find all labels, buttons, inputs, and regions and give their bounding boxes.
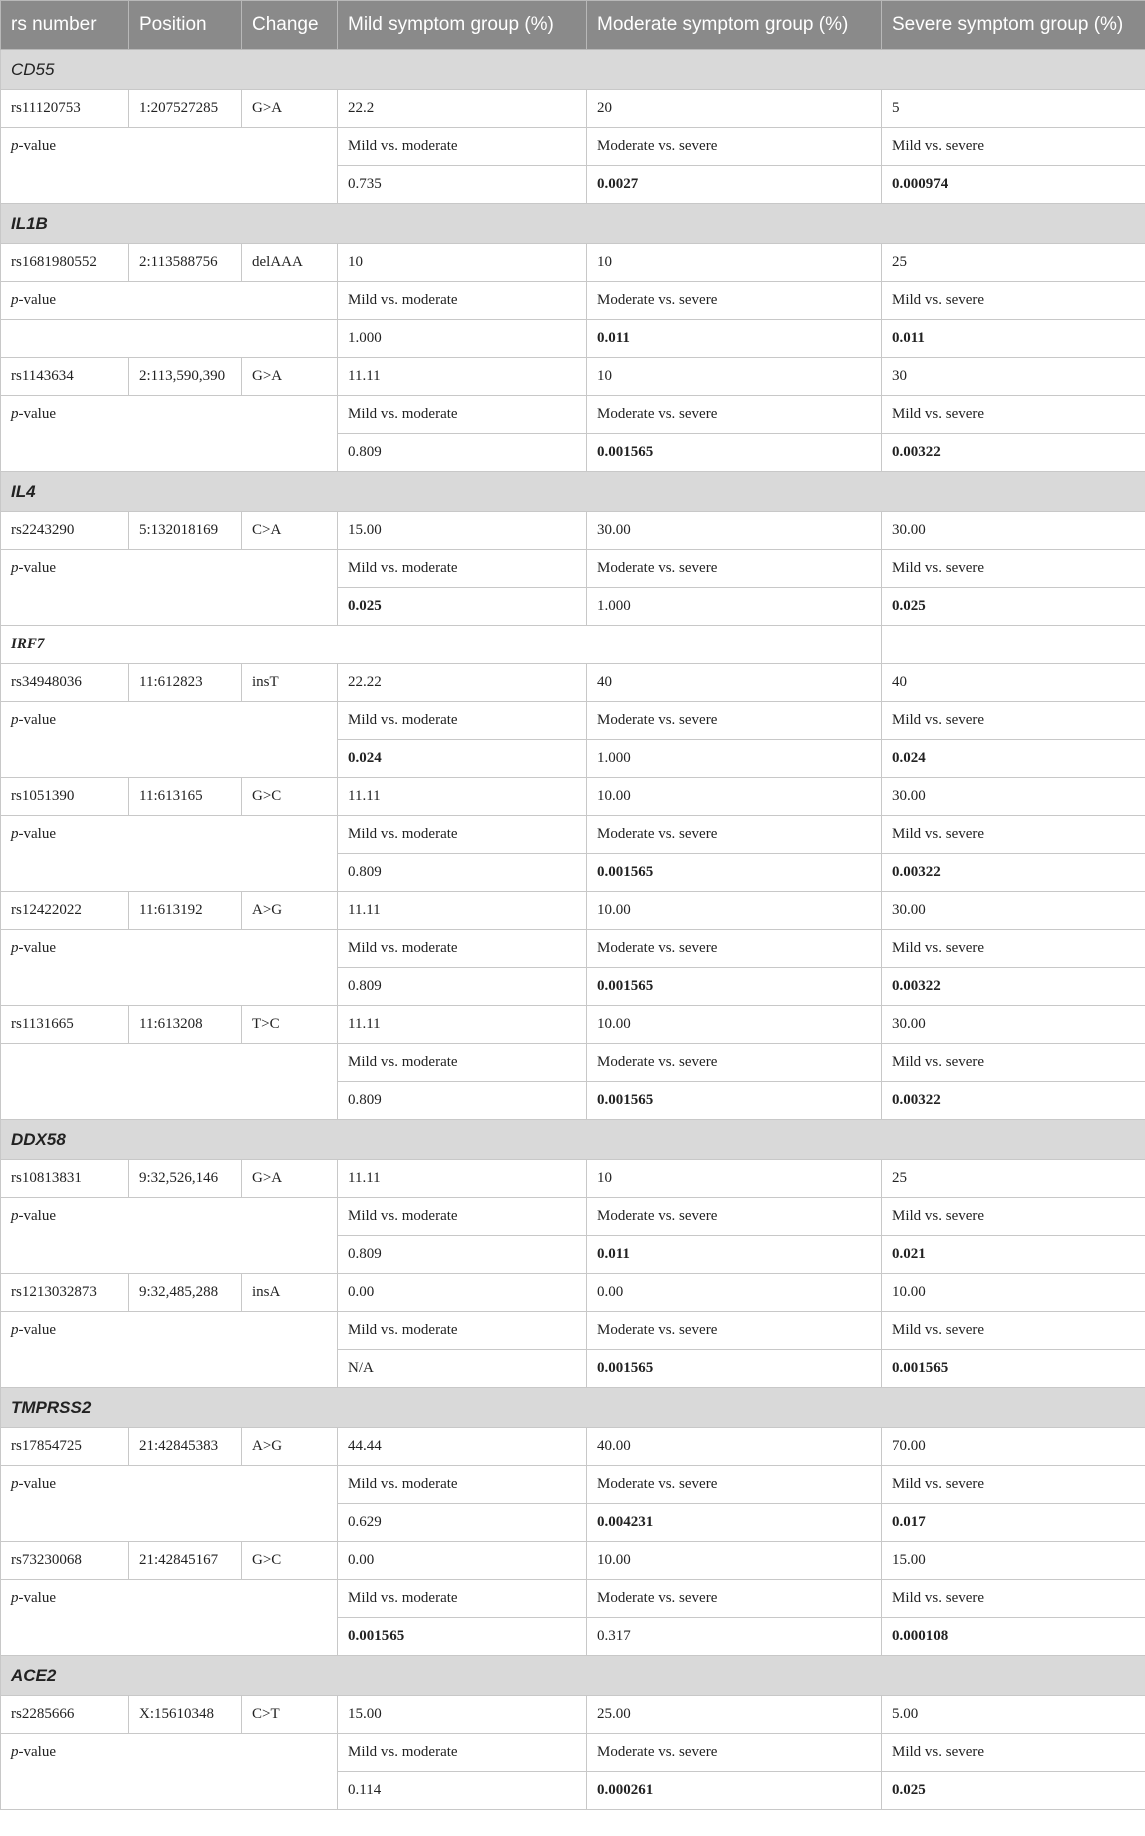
gene-name: TMPRSS2 [1, 1388, 1145, 1428]
severe-value: 25 [882, 1160, 1145, 1198]
comparison-row [1, 1198, 1145, 1236]
gene-row-il1b [1, 204, 1145, 244]
rs-number: rs12422022 [1, 892, 129, 930]
p-mild-vs-moderate: 0.809 [338, 434, 587, 472]
mild-value: 11.11 [338, 358, 587, 396]
gene-row-ace2 [1, 1656, 1145, 1696]
p-value-label: p-value [1, 1466, 338, 1542]
p-value-label: p-value [1, 128, 338, 204]
snp-row [1, 1542, 1145, 1580]
mild-value: 15.00 [338, 512, 587, 550]
snp-row [1, 1274, 1145, 1312]
severe-value: 5 [882, 90, 1145, 128]
gene-name: IL1B [1, 204, 1145, 244]
snp-row [1, 512, 1145, 550]
severe-value: 30.00 [882, 778, 1145, 816]
position: 21:42845383 [129, 1428, 242, 1466]
empty-cell [1, 320, 338, 358]
gene-name: CD55 [1, 50, 1145, 90]
p-moderate-vs-severe: 0.001565 [587, 1082, 882, 1120]
change: A>G [242, 1428, 338, 1466]
severe-value: 30.00 [882, 892, 1145, 930]
p-value-label: p-value [1, 1198, 338, 1274]
moderate-vs-severe-label: Moderate vs. severe [587, 396, 882, 434]
p-moderate-vs-severe: 0.011 [587, 1236, 882, 1274]
snp-row [1, 1160, 1145, 1198]
mild-vs-moderate-label: Mild vs. moderate [338, 282, 587, 320]
mild-value: 0.00 [338, 1274, 587, 1312]
moderate-vs-severe-label: Moderate vs. severe [587, 930, 882, 968]
p-mild-vs-moderate: 0.735 [338, 166, 587, 204]
header-severe: Severe symptom group (%) [882, 1, 1145, 50]
p-mild-vs-severe: 0.025 [882, 1772, 1145, 1810]
rs-number: rs1131665 [1, 1006, 129, 1044]
comparison-row [1, 128, 1145, 166]
moderate-vs-severe-label: Moderate vs. severe [587, 702, 882, 740]
rs-number: rs2285666 [1, 1696, 129, 1734]
p-mild-vs-severe: 0.00322 [882, 1082, 1145, 1120]
gene-name: IL4 [1, 472, 1145, 512]
p-value-label: p-value [1, 550, 338, 626]
mild-vs-moderate-label: Mild vs. moderate [338, 930, 587, 968]
position: 11:612823 [129, 664, 242, 702]
p-moderate-vs-severe: 0.000261 [587, 1772, 882, 1810]
change: delAAA [242, 244, 338, 282]
severe-value: 15.00 [882, 1542, 1145, 1580]
header-rs-number: rs number [1, 1, 129, 50]
mild-vs-severe-label: Mild vs. severe [882, 396, 1145, 434]
mild-value: 10 [338, 244, 587, 282]
snp-row [1, 892, 1145, 930]
p-moderate-vs-severe: 0.001565 [587, 1350, 882, 1388]
moderate-value: 40.00 [587, 1428, 882, 1466]
moderate-value: 30.00 [587, 512, 882, 550]
moderate-vs-severe-label: Moderate vs. severe [587, 282, 882, 320]
moderate-value: 10 [587, 1160, 882, 1198]
rs-number: rs1051390 [1, 778, 129, 816]
severe-value: 30.00 [882, 1006, 1145, 1044]
p-moderate-vs-severe: 0.011 [587, 320, 882, 358]
gene-name: ACE2 [1, 1656, 1145, 1696]
mild-value: 0.00 [338, 1542, 587, 1580]
moderate-value: 10 [587, 358, 882, 396]
mild-vs-severe-label: Mild vs. severe [882, 816, 1145, 854]
mild-vs-severe-label: Mild vs. severe [882, 1466, 1145, 1504]
change: G>A [242, 90, 338, 128]
gene-row-cd55 [1, 50, 1145, 90]
position: 2:113588756 [129, 244, 242, 282]
mild-vs-severe-label: Mild vs. severe [882, 1312, 1145, 1350]
change: C>T [242, 1696, 338, 1734]
mild-vs-severe-label: Mild vs. severe [882, 1198, 1145, 1236]
rs-number: rs34948036 [1, 664, 129, 702]
p-mild-vs-moderate: N/A [338, 1350, 587, 1388]
p-mild-vs-moderate: 0.809 [338, 1236, 587, 1274]
mild-vs-severe-label: Mild vs. severe [882, 282, 1145, 320]
p-mild-vs-moderate: 0.809 [338, 968, 587, 1006]
position: 9:32,526,146 [129, 1160, 242, 1198]
change: insA [242, 1274, 338, 1312]
comparison-row [1, 1466, 1145, 1504]
p-moderate-vs-severe: 0.001565 [587, 854, 882, 892]
header-change: Change [242, 1, 338, 50]
p-value-label: p-value [1, 1312, 338, 1388]
mild-vs-moderate-label: Mild vs. moderate [338, 1734, 587, 1772]
mild-vs-moderate-label: Mild vs. moderate [338, 550, 587, 588]
snp-row [1, 778, 1145, 816]
p-mild-vs-severe: 0.000974 [882, 166, 1145, 204]
moderate-value: 0.00 [587, 1274, 882, 1312]
gene-row-il4 [1, 472, 1145, 512]
comparison-row [1, 816, 1145, 854]
moderate-vs-severe-label: Moderate vs. severe [587, 1580, 882, 1618]
p-mild-vs-moderate: 0.025 [338, 588, 587, 626]
p-value-label: p-value [1, 702, 338, 778]
comparison-row [1, 1312, 1145, 1350]
mild-value: 15.00 [338, 1696, 587, 1734]
position: 1:207527285 [129, 90, 242, 128]
mild-vs-moderate-label: Mild vs. moderate [338, 128, 587, 166]
change: T>C [242, 1006, 338, 1044]
mild-vs-severe-label: Mild vs. severe [882, 1044, 1145, 1082]
moderate-value: 10.00 [587, 892, 882, 930]
position: 11:613165 [129, 778, 242, 816]
p-mild-vs-moderate: 0.809 [338, 854, 587, 892]
position: 11:613192 [129, 892, 242, 930]
moderate-value: 10 [587, 244, 882, 282]
comparison-row [1, 1044, 1145, 1082]
p-value-label: p-value [1, 1734, 338, 1810]
position: 21:42845167 [129, 1542, 242, 1580]
comparison-row [1, 550, 1145, 588]
rs-number: rs17854725 [1, 1428, 129, 1466]
change: G>A [242, 358, 338, 396]
comparison-row [1, 702, 1145, 740]
severe-value: 10.00 [882, 1274, 1145, 1312]
mild-value: 11.11 [338, 778, 587, 816]
p-moderate-vs-severe: 1.000 [587, 740, 882, 778]
moderate-value: 10.00 [587, 1006, 882, 1044]
p-value-label: p-value [1, 930, 338, 1006]
comparison-row [1, 1580, 1145, 1618]
mild-value: 11.11 [338, 1160, 587, 1198]
position: 2:113,590,390 [129, 358, 242, 396]
snp-row [1, 244, 1145, 282]
p-mild-vs-severe: 0.00322 [882, 434, 1145, 472]
severe-value: 40 [882, 664, 1145, 702]
mild-value: 11.11 [338, 1006, 587, 1044]
mild-value: 22.22 [338, 664, 587, 702]
p-moderate-vs-severe: 0.004231 [587, 1504, 882, 1542]
p-mild-vs-severe: 0.021 [882, 1236, 1145, 1274]
empty-cell [882, 626, 1145, 664]
moderate-vs-severe-label: Moderate vs. severe [587, 1734, 882, 1772]
severe-value: 30 [882, 358, 1145, 396]
snp-row [1, 90, 1145, 128]
rs-number: rs10813831 [1, 1160, 129, 1198]
snp-row [1, 1428, 1145, 1466]
severe-value: 30.00 [882, 512, 1145, 550]
mild-vs-moderate-label: Mild vs. moderate [338, 1580, 587, 1618]
p-values-row [1, 320, 1145, 358]
comparison-row [1, 282, 1145, 320]
change: insT [242, 664, 338, 702]
p-mild-vs-severe: 0.00322 [882, 854, 1145, 892]
change: G>A [242, 1160, 338, 1198]
mild-vs-moderate-label: Mild vs. moderate [338, 1044, 587, 1082]
p-mild-vs-moderate: 0.001565 [338, 1618, 587, 1656]
moderate-vs-severe-label: Moderate vs. severe [587, 1312, 882, 1350]
mild-value: 22.2 [338, 90, 587, 128]
moderate-value: 10.00 [587, 778, 882, 816]
p-mild-vs-severe: 0.001565 [882, 1350, 1145, 1388]
header-mild: Mild symptom group (%) [338, 1, 587, 50]
p-value-label: p-value [1, 1580, 338, 1656]
p-mild-vs-severe: 0.024 [882, 740, 1145, 778]
p-moderate-vs-severe: 0.001565 [587, 968, 882, 1006]
rs-number: rs11120753 [1, 90, 129, 128]
empty-cell [1, 1044, 338, 1120]
gene-row-tmprss2 [1, 1388, 1145, 1428]
position: X:15610348 [129, 1696, 242, 1734]
snp-row [1, 1696, 1145, 1734]
mild-vs-moderate-label: Mild vs. moderate [338, 816, 587, 854]
snp-row [1, 358, 1145, 396]
mild-value: 11.11 [338, 892, 587, 930]
p-mild-vs-severe: 0.00322 [882, 968, 1145, 1006]
moderate-value: 10.00 [587, 1542, 882, 1580]
snp-row [1, 664, 1145, 702]
p-mild-vs-severe: 0.011 [882, 320, 1145, 358]
moderate-vs-severe-label: Moderate vs. severe [587, 1198, 882, 1236]
moderate-vs-severe-label: Moderate vs. severe [587, 128, 882, 166]
mild-vs-severe-label: Mild vs. severe [882, 1734, 1145, 1772]
p-value-label: p-value [1, 396, 338, 472]
moderate-vs-severe-label: Moderate vs. severe [587, 1044, 882, 1082]
p-mild-vs-moderate: 0.114 [338, 1772, 587, 1810]
rs-number: rs1213032873 [1, 1274, 129, 1312]
mild-vs-severe-label: Mild vs. severe [882, 550, 1145, 588]
mild-vs-severe-label: Mild vs. severe [882, 128, 1145, 166]
p-mild-vs-moderate: 1.000 [338, 320, 587, 358]
header-position: Position [129, 1, 242, 50]
p-moderate-vs-severe: 0.001565 [587, 434, 882, 472]
change: G>C [242, 1542, 338, 1580]
p-value-label: p-value [1, 816, 338, 892]
comparison-row [1, 930, 1145, 968]
comparison-row [1, 1734, 1145, 1772]
moderate-vs-severe-label: Moderate vs. severe [587, 816, 882, 854]
p-moderate-vs-severe: 1.000 [587, 588, 882, 626]
rs-number: rs1143634 [1, 358, 129, 396]
severe-value: 5.00 [882, 1696, 1145, 1734]
mild-vs-moderate-label: Mild vs. moderate [338, 1198, 587, 1236]
mild-vs-moderate-label: Mild vs. moderate [338, 1312, 587, 1350]
gene-row-irf7 [1, 626, 1145, 664]
p-value-label: p-value [1, 282, 338, 320]
p-mild-vs-severe: 0.025 [882, 588, 1145, 626]
snp-row [1, 1006, 1145, 1044]
mild-value: 44.44 [338, 1428, 587, 1466]
moderate-vs-severe-label: Moderate vs. severe [587, 550, 882, 588]
p-moderate-vs-severe: 0.0027 [587, 166, 882, 204]
change: A>G [242, 892, 338, 930]
change: C>A [242, 512, 338, 550]
gene-row-ddx58 [1, 1120, 1145, 1160]
rs-number: rs2243290 [1, 512, 129, 550]
change: G>C [242, 778, 338, 816]
moderate-vs-severe-label: Moderate vs. severe [587, 1466, 882, 1504]
rs-number: rs73230068 [1, 1542, 129, 1580]
mild-vs-severe-label: Mild vs. severe [882, 702, 1145, 740]
severe-value: 70.00 [882, 1428, 1145, 1466]
p-mild-vs-severe: 0.017 [882, 1504, 1145, 1542]
p-mild-vs-moderate: 0.629 [338, 1504, 587, 1542]
header-moderate: Moderate symptom group (%) [587, 1, 882, 50]
header-row [1, 1, 1145, 50]
position: 9:32,485,288 [129, 1274, 242, 1312]
moderate-value: 25.00 [587, 1696, 882, 1734]
comparison-row [1, 396, 1145, 434]
position: 11:613208 [129, 1006, 242, 1044]
moderate-value: 20 [587, 90, 882, 128]
mild-vs-moderate-label: Mild vs. moderate [338, 702, 587, 740]
severe-value: 25 [882, 244, 1145, 282]
p-moderate-vs-severe: 0.317 [587, 1618, 882, 1656]
p-mild-vs-moderate: 0.024 [338, 740, 587, 778]
mild-vs-moderate-label: Mild vs. moderate [338, 1466, 587, 1504]
mild-vs-severe-label: Mild vs. severe [882, 930, 1145, 968]
moderate-value: 40 [587, 664, 882, 702]
p-mild-vs-severe: 0.000108 [882, 1618, 1145, 1656]
gene-name: DDX58 [1, 1120, 1145, 1160]
position: 5:132018169 [129, 512, 242, 550]
mild-vs-moderate-label: Mild vs. moderate [338, 396, 587, 434]
mild-vs-severe-label: Mild vs. severe [882, 1580, 1145, 1618]
p-mild-vs-moderate: 0.809 [338, 1082, 587, 1120]
rs-number: rs1681980552 [1, 244, 129, 282]
gene-name: IRF7 [1, 626, 882, 664]
